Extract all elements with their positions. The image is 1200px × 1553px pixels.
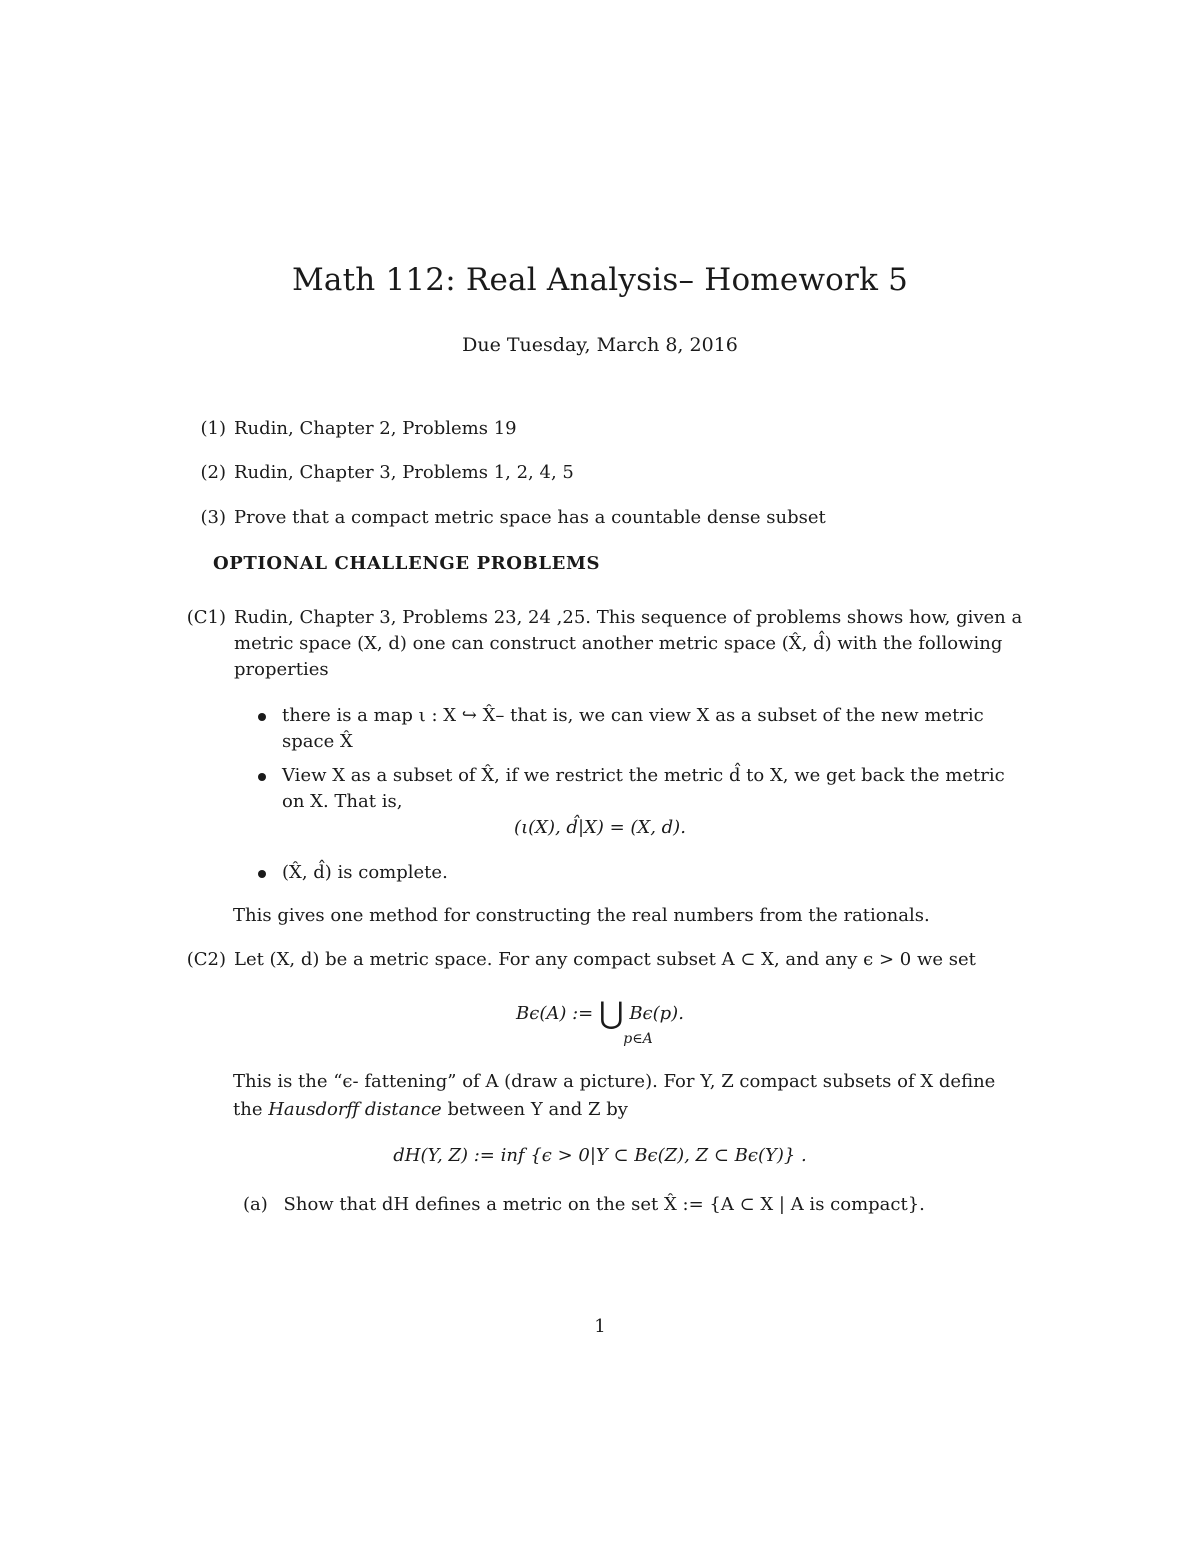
- c1-bullet-1-line-2: space X̂: [282, 731, 353, 752]
- challenge-c2: [186, 947, 1026, 973]
- c1-line-2: metric space (X, d) one can construct another metric space (X̂, d̂) with the following: [234, 633, 1003, 654]
- c1-bullet-1-line-1: there is a map ι : X ↪ X̂– that is, we can view X as a subset of the new metric: [282, 705, 984, 726]
- c2-line-1: Let (X, d) be a metric space. For any compact subset A ⊂ X, and any ϵ > 0 we set: [234, 949, 976, 970]
- challenge-c1: [186, 605, 1026, 683]
- big-union-symbol: ⋃: [599, 996, 624, 1031]
- c2-eq1-left: Bϵ(A) :=: [516, 1003, 599, 1024]
- c2-part-a-label: (a): [243, 1194, 268, 1215]
- bullet-dot: [258, 870, 266, 878]
- c1-bullet-2-line-2: on X. That is,: [282, 791, 403, 812]
- c1-label: (C1): [186, 607, 226, 628]
- challenge-heading: OPTIONAL CHALLENGE PROBLEMS: [213, 553, 601, 574]
- c2-equation-2: dH(Y, Z) := inf {ϵ > 0|Y ⊂ Bϵ(Z), Z ⊂ Bϵ(Y)} .: [393, 1145, 807, 1166]
- c2-para-line-2-a: the: [233, 1099, 269, 1120]
- c2-eq1-right: Bϵ(p).: [623, 1003, 684, 1024]
- c2-eq1-subscript: p∈A: [623, 1031, 653, 1047]
- c1-equation: (ι(X), d̂|X) = (X, d).: [514, 817, 686, 838]
- page-number: 1: [594, 1316, 606, 1337]
- c1-bullet-3: [258, 860, 1026, 886]
- c2-part-a: [243, 1192, 1026, 1218]
- c1-bullet-1: [258, 703, 1026, 755]
- problem-3: [196, 505, 1026, 531]
- c1-bullet-2-line-1: View X as a subset of X̂, if we restrict the metric d̂ to X, we get back the metric: [282, 765, 1005, 786]
- c2-equation-1: [0, 996, 1200, 1031]
- bullet-dot: [258, 713, 266, 721]
- c2-label: (C2): [186, 949, 226, 970]
- hausdorff-term: Hausdorff distance: [268, 1099, 442, 1120]
- problem-2: [196, 460, 1026, 486]
- bullet-dot: [258, 773, 266, 781]
- due-date: Due Tuesday, March 8, 2016: [462, 334, 738, 356]
- c2-para-line-2-b: between Y and Z by: [441, 1099, 628, 1120]
- problem-2-label: (2): [200, 462, 226, 483]
- document-title: Math 112: Real Analysis– Homework 5: [291, 262, 909, 298]
- c1-bullet-3-line-1: (X̂, d̂) is complete.: [282, 862, 448, 883]
- c2-paragraph: [233, 1068, 1026, 1124]
- c1-bullet-2: [258, 763, 1026, 815]
- c2-para-line-1: This is the “ϵ- fattening” of A (draw a picture). For Y, Z compact subsets of X define: [233, 1071, 996, 1092]
- problem-3-text: Prove that a compact metric space has a countable dense subset: [234, 507, 826, 528]
- c1-line-3: properties: [234, 659, 329, 680]
- problem-1-text: Rudin, Chapter 2, Problems 19: [234, 418, 517, 439]
- c2-para-line-2: [233, 1096, 1026, 1124]
- problem-3-label: (3): [200, 507, 226, 528]
- problem-1: [196, 416, 1026, 442]
- c2-part-a-text: Show that dH defines a metric on the set X̂ := {A ⊂ X | A is compact}.: [283, 1194, 925, 1215]
- c1-line-1: Rudin, Chapter 3, Problems 23, 24 ,25. This sequence of problems shows how, given a: [234, 607, 1023, 628]
- c1-closing: This gives one method for constructing the real numbers from the rationals.: [233, 905, 930, 926]
- problem-1-label: (1): [200, 418, 226, 439]
- problem-2-text: Rudin, Chapter 3, Problems 1, 2, 4, 5: [234, 462, 574, 483]
